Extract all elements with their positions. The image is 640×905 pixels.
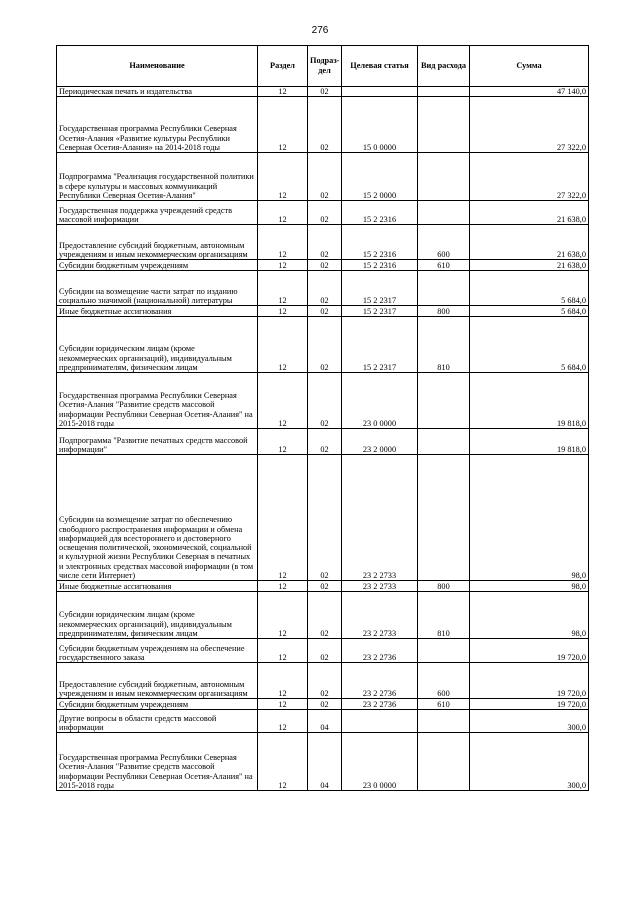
row-razdel: 12 <box>258 699 308 710</box>
page-number: 276 <box>311 25 329 36</box>
row-tsel-statya: 23 2 2733 <box>342 455 418 581</box>
row-summa: 300,0 <box>470 710 589 733</box>
row-vid-rashoda <box>418 271 470 306</box>
row-razdel: 12 <box>258 663 308 699</box>
row-razdel: 12 <box>258 271 308 306</box>
table-row <box>57 373 589 429</box>
row-name: Другие вопросы в области средств массовой информации <box>57 710 258 733</box>
table-row <box>57 639 589 663</box>
row-name: Государственная программа Республики Северная Осетия-Алания "Развитие средств массовой информации Республики Северная Осетия-Алания" на 2015-2018 годы <box>57 373 258 429</box>
table-row <box>57 271 589 306</box>
row-razdel: 12 <box>258 429 308 455</box>
row-razdel: 12 <box>258 97 308 153</box>
row-podrazdel: 04 <box>308 710 342 733</box>
table-row <box>57 429 589 455</box>
row-razdel: 12 <box>258 710 308 733</box>
row-vid-rashoda <box>418 710 470 733</box>
row-tsel-statya: 15 2 2316 <box>342 225 418 260</box>
row-tsel-statya: 23 2 2736 <box>342 699 418 710</box>
row-podrazdel: 02 <box>308 87 342 97</box>
table-header-row <box>57 46 589 87</box>
row-podrazdel: 02 <box>308 592 342 639</box>
row-name: Подпрограмма "Развитие печатных средств массовой информации" <box>57 429 258 455</box>
row-name: Субсидии юридическим лицам (кроме некоммерческих организаций), индивидуальным предпринимателям, физическим лицам <box>57 317 258 373</box>
row-tsel-statya: 23 2 2736 <box>342 639 418 663</box>
table-row <box>57 87 589 97</box>
row-podrazdel: 02 <box>308 306 342 317</box>
row-podrazdel: 02 <box>308 271 342 306</box>
row-podrazdel: 02 <box>308 663 342 699</box>
row-vid-rashoda <box>418 455 470 581</box>
row-name: Субсидии бюджетным учреждениям <box>57 260 258 271</box>
header-name: Наименование <box>57 46 258 87</box>
row-podrazdel: 02 <box>308 201 342 225</box>
row-summa: 19 720,0 <box>470 663 589 699</box>
row-podrazdel: 02 <box>308 317 342 373</box>
row-tsel-statya <box>342 87 418 97</box>
row-podrazdel: 02 <box>308 97 342 153</box>
row-razdel: 12 <box>258 260 308 271</box>
row-name: Периодическая печать и издательства <box>57 87 258 97</box>
budget-table <box>56 45 589 791</box>
row-podrazdel: 02 <box>308 581 342 592</box>
row-podrazdel: 04 <box>308 733 342 791</box>
row-razdel: 12 <box>258 317 308 373</box>
table-row <box>57 225 589 260</box>
row-razdel: 12 <box>258 201 308 225</box>
row-podrazdel: 02 <box>308 260 342 271</box>
row-podrazdel: 02 <box>308 455 342 581</box>
row-summa: 27 322,0 <box>470 153 589 201</box>
header-summa: Сумма <box>470 46 589 87</box>
row-tsel-statya: 23 0 0000 <box>342 373 418 429</box>
row-podrazdel: 02 <box>308 373 342 429</box>
row-vid-rashoda <box>418 639 470 663</box>
row-name: Государственная программа Республики Северная Осетия-Алания "Развитие средств массовой информации Республики Северная Осетия-Алания" на 2015-2018 годы <box>57 733 258 791</box>
row-tsel-statya: 15 2 2317 <box>342 317 418 373</box>
row-tsel-statya: 15 2 0000 <box>342 153 418 201</box>
table-row <box>57 317 589 373</box>
row-name: Государственная поддержка учреждений средств массовой информации <box>57 201 258 225</box>
header-tsel-statya: Целевая статья <box>342 46 418 87</box>
row-summa: 19 720,0 <box>470 699 589 710</box>
table-row <box>57 97 589 153</box>
header-razdel: Раздел <box>258 46 308 87</box>
row-podrazdel: 02 <box>308 699 342 710</box>
row-summa: 21 638,0 <box>470 260 589 271</box>
row-podrazdel: 02 <box>308 225 342 260</box>
row-summa: 5 684,0 <box>470 306 589 317</box>
row-summa: 27 322,0 <box>470 97 589 153</box>
row-tsel-statya: 15 2 2316 <box>342 201 418 225</box>
row-vid-rashoda: 610 <box>418 260 470 271</box>
table-row <box>57 699 589 710</box>
row-summa: 98,0 <box>470 455 589 581</box>
row-vid-rashoda: 810 <box>418 317 470 373</box>
row-podrazdel: 02 <box>308 153 342 201</box>
row-summa: 19 720,0 <box>470 639 589 663</box>
row-vid-rashoda: 600 <box>418 225 470 260</box>
row-razdel: 12 <box>258 639 308 663</box>
row-summa: 5 684,0 <box>470 317 589 373</box>
row-summa: 19 818,0 <box>470 429 589 455</box>
row-name: Государственная программа Республики Северная Осетия-Алания «Развитие культуры Республики Северная Осетия-Алания» на 2014-2018 годы <box>57 97 258 153</box>
table-row <box>57 306 589 317</box>
row-name: Субсидии юридическим лицам (кроме некоммерческих организаций), индивидуальным предпринимателям, физическим лицам <box>57 592 258 639</box>
row-podrazdel: 02 <box>308 639 342 663</box>
row-tsel-statya: 23 0 0000 <box>342 733 418 791</box>
row-tsel-statya: 15 2 2316 <box>342 260 418 271</box>
row-tsel-statya: 15 2 2317 <box>342 306 418 317</box>
row-vid-rashoda <box>418 153 470 201</box>
row-summa: 21 638,0 <box>470 201 589 225</box>
row-tsel-statya: 23 2 2733 <box>342 581 418 592</box>
row-summa: 98,0 <box>470 592 589 639</box>
row-tsel-statya: 23 2 2736 <box>342 663 418 699</box>
row-vid-rashoda: 800 <box>418 306 470 317</box>
row-razdel: 12 <box>258 733 308 791</box>
row-vid-rashoda: 600 <box>418 663 470 699</box>
table-body <box>57 87 589 791</box>
row-podrazdel: 02 <box>308 429 342 455</box>
row-razdel: 12 <box>258 153 308 201</box>
table-row <box>57 201 589 225</box>
row-name: Предоставление субсидий бюджетным, автономным учреждениям и иным некоммерческим организациям <box>57 663 258 699</box>
table-row <box>57 710 589 733</box>
table-row <box>57 153 589 201</box>
row-summa: 300,0 <box>470 733 589 791</box>
table-row <box>57 733 589 791</box>
row-name: Предоставление субсидий бюджетным, автономным учреждениям и иным некоммерческим организациям <box>57 225 258 260</box>
row-razdel: 12 <box>258 87 308 97</box>
row-tsel-statya: 15 0 0000 <box>342 97 418 153</box>
header-podrazdel: Подраз-дел <box>308 46 342 87</box>
row-razdel: 12 <box>258 225 308 260</box>
row-vid-rashoda <box>418 87 470 97</box>
row-vid-rashoda <box>418 429 470 455</box>
row-tsel-statya: 23 2 0000 <box>342 429 418 455</box>
row-razdel: 12 <box>258 306 308 317</box>
table-row <box>57 260 589 271</box>
row-name: Подпрограмма "Реализация государственной политики в сфере культуры и массовых коммуникаций Республики Северная Осетия-Алания" <box>57 153 258 201</box>
row-summa: 98,0 <box>470 581 589 592</box>
row-name: Иные бюджетные ассигнования <box>57 306 258 317</box>
row-name: Иные бюджетные ассигнования <box>57 581 258 592</box>
row-summa: 19 818,0 <box>470 373 589 429</box>
row-razdel: 12 <box>258 592 308 639</box>
table-row <box>57 581 589 592</box>
table-row <box>57 455 589 581</box>
row-summa: 47 140,0 <box>470 87 589 97</box>
row-tsel-statya: 23 2 2733 <box>342 592 418 639</box>
row-name: Субсидии бюджетным учреждениям <box>57 699 258 710</box>
table-row <box>57 592 589 639</box>
row-vid-rashoda: 800 <box>418 581 470 592</box>
row-name: Субсидии на возмещение части затрат по изданию социально значимой (национальной) литературы <box>57 271 258 306</box>
row-summa: 5 684,0 <box>470 271 589 306</box>
row-vid-rashoda <box>418 201 470 225</box>
row-razdel: 12 <box>258 373 308 429</box>
row-name: Субсидии бюджетным учреждениям на обеспечение государственного заказа <box>57 639 258 663</box>
row-summa: 21 638,0 <box>470 225 589 260</box>
row-tsel-statya: 15 2 2317 <box>342 271 418 306</box>
row-vid-rashoda: 610 <box>418 699 470 710</box>
row-vid-rashoda <box>418 97 470 153</box>
row-vid-rashoda <box>418 373 470 429</box>
row-tsel-statya <box>342 710 418 733</box>
table-row <box>57 663 589 699</box>
row-razdel: 12 <box>258 455 308 581</box>
row-razdel: 12 <box>258 581 308 592</box>
row-vid-rashoda: 810 <box>418 592 470 639</box>
header-vid-rashoda: Вид расхода <box>418 46 470 87</box>
row-name: Субсидии на возмещение затрат по обеспечению свободного распространения информации и обмена информацией для всестороннего и достоверного освещения политической, экономической, социальной и культурной жизни Республики Северная в печатных и электронных средствах массовой информации (в том числе сети Интернет) <box>57 455 258 581</box>
row-vid-rashoda <box>418 733 470 791</box>
